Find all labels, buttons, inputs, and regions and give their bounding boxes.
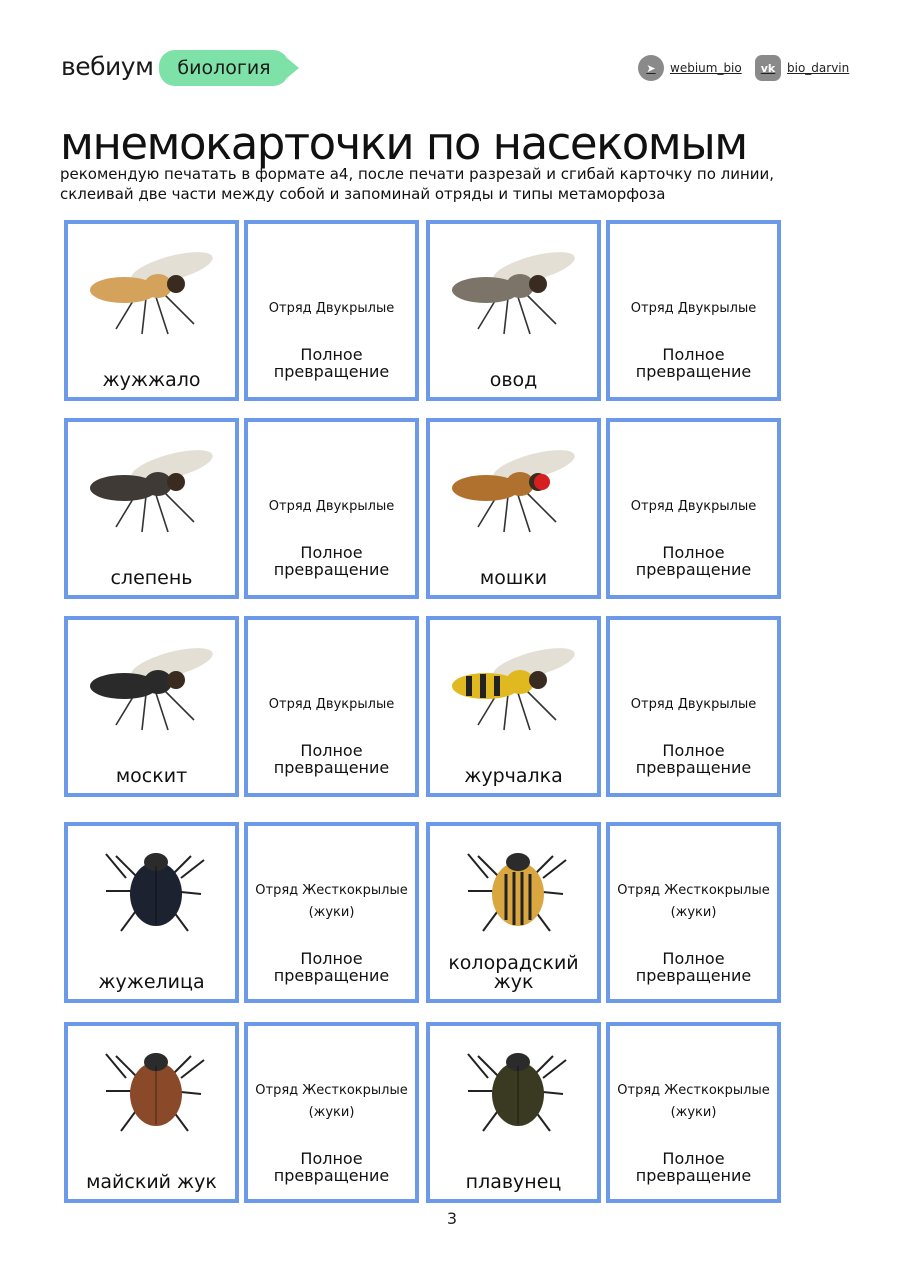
insect-order: (жуки) xyxy=(670,1105,717,1120)
card-front xyxy=(64,220,239,401)
flashcard xyxy=(426,220,781,401)
diving-beetle-icon xyxy=(438,1036,588,1146)
metamorphosis-type: Полное xyxy=(662,949,725,968)
metamorphosis-type: Полное xyxy=(662,741,725,760)
brand-logo: вебиум xyxy=(61,52,154,81)
insect-name: москит xyxy=(115,765,188,787)
card-front xyxy=(426,418,601,599)
card-back xyxy=(606,616,781,797)
card-back xyxy=(244,418,419,599)
telegram-icon: ➤ xyxy=(638,55,664,81)
ground-beetle-icon xyxy=(76,836,226,946)
insect-order: Отряд Жесткокрылые xyxy=(617,1083,770,1098)
fruit-fly-icon xyxy=(438,432,588,542)
insect-name: колорадский жук xyxy=(448,952,579,993)
metamorphosis-type: Полное xyxy=(300,949,363,968)
colorado-beetle-icon xyxy=(438,836,588,946)
metamorphosis-type: превращение xyxy=(273,560,390,579)
insect-name: овод xyxy=(489,369,538,391)
metamorphosis-type: превращение xyxy=(635,560,752,579)
card-front xyxy=(426,616,601,797)
metamorphosis-type: превращение xyxy=(635,1166,752,1185)
metamorphosis-type: Полное xyxy=(662,543,725,562)
hoverfly-icon xyxy=(438,630,588,740)
page-subtitle: рекомендую печатать в формате а4, после печати разрезай и сгибай карточку по линии, склеивай две части между собой и запоминай отряды и типы метаморфоза xyxy=(60,165,775,203)
vk-link[interactable] xyxy=(755,55,849,81)
card-front xyxy=(426,1022,601,1203)
insect-name: журчалка xyxy=(464,765,563,787)
flashcard xyxy=(64,616,419,797)
insect-order: Отряд Двукрылые xyxy=(630,697,757,712)
insect-order: Отряд Жесткокрылые xyxy=(255,883,408,898)
metamorphosis-type: превращение xyxy=(273,362,390,381)
bee-fly-icon xyxy=(76,234,226,344)
page-title: мнемокарточки по насекомым xyxy=(60,117,747,170)
metamorphosis-type: Полное xyxy=(662,1149,725,1168)
flashcard xyxy=(426,418,781,599)
metamorphosis-type: Полное xyxy=(300,1149,363,1168)
insect-name: мошки xyxy=(479,567,548,589)
subject-badge: биология xyxy=(159,50,289,86)
insect-order: Отряд Двукрылые xyxy=(268,697,395,712)
metamorphosis-type: Полное xyxy=(662,345,725,364)
metamorphosis-type: Полное xyxy=(300,345,363,364)
card-back xyxy=(244,1022,419,1203)
metamorphosis-type: Полное xyxy=(300,741,363,760)
insect-name: жужжало xyxy=(102,369,201,391)
insect-name: жужелица xyxy=(98,971,205,993)
flashcard xyxy=(64,418,419,599)
flashcard xyxy=(426,822,781,1003)
metamorphosis-type: Полное xyxy=(300,543,363,562)
card-back xyxy=(606,1022,781,1203)
insect-order: Отряд Двукрылые xyxy=(268,301,395,316)
insect-order: (жуки) xyxy=(670,905,717,920)
card-front xyxy=(64,418,239,599)
card-back xyxy=(606,220,781,401)
telegram-handle: webium_bio xyxy=(670,61,742,75)
card-front xyxy=(64,616,239,797)
insect-order: (жуки) xyxy=(308,1105,355,1120)
cockchafer-icon xyxy=(76,1036,226,1146)
mosquito-icon xyxy=(76,630,226,740)
flashcard xyxy=(426,616,781,797)
vk-handle: bio_darvin xyxy=(787,61,850,75)
card-back xyxy=(244,220,419,401)
flashcard xyxy=(64,220,419,401)
insect-name: плавунец xyxy=(465,1171,562,1193)
metamorphosis-type: превращение xyxy=(635,966,752,985)
horsefly-icon xyxy=(438,234,588,344)
insect-order: Отряд Двукрылые xyxy=(268,499,395,514)
card-back xyxy=(606,822,781,1003)
card-front xyxy=(64,1022,239,1203)
card-front xyxy=(426,220,601,401)
insect-name: слепень xyxy=(110,567,193,589)
metamorphosis-type: превращение xyxy=(273,966,390,985)
insect-name: майский жук xyxy=(86,1171,217,1193)
page-number: 3 xyxy=(446,1209,458,1228)
card-front xyxy=(426,822,601,1003)
card-front xyxy=(64,822,239,1003)
card-back xyxy=(244,616,419,797)
flashcard xyxy=(426,1022,781,1203)
insect-order: Отряд Двукрылые xyxy=(630,301,757,316)
insect-order: Отряд Жесткокрылые xyxy=(617,883,770,898)
insect-order: Отряд Жесткокрылые xyxy=(255,1083,408,1098)
flashcard xyxy=(64,822,419,1003)
metamorphosis-type: превращение xyxy=(273,1166,390,1185)
metamorphosis-type: превращение xyxy=(635,362,752,381)
metamorphosis-type: превращение xyxy=(635,758,752,777)
card-back xyxy=(244,822,419,1003)
vk-icon: vk xyxy=(755,55,781,81)
flashcard xyxy=(64,1022,419,1203)
card-back xyxy=(606,418,781,599)
insect-order: (жуки) xyxy=(308,905,355,920)
telegram-link[interactable] xyxy=(638,55,742,81)
insect-order: Отряд Двукрылые xyxy=(630,499,757,514)
gadfly-icon xyxy=(76,432,226,542)
metamorphosis-type: превращение xyxy=(273,758,390,777)
